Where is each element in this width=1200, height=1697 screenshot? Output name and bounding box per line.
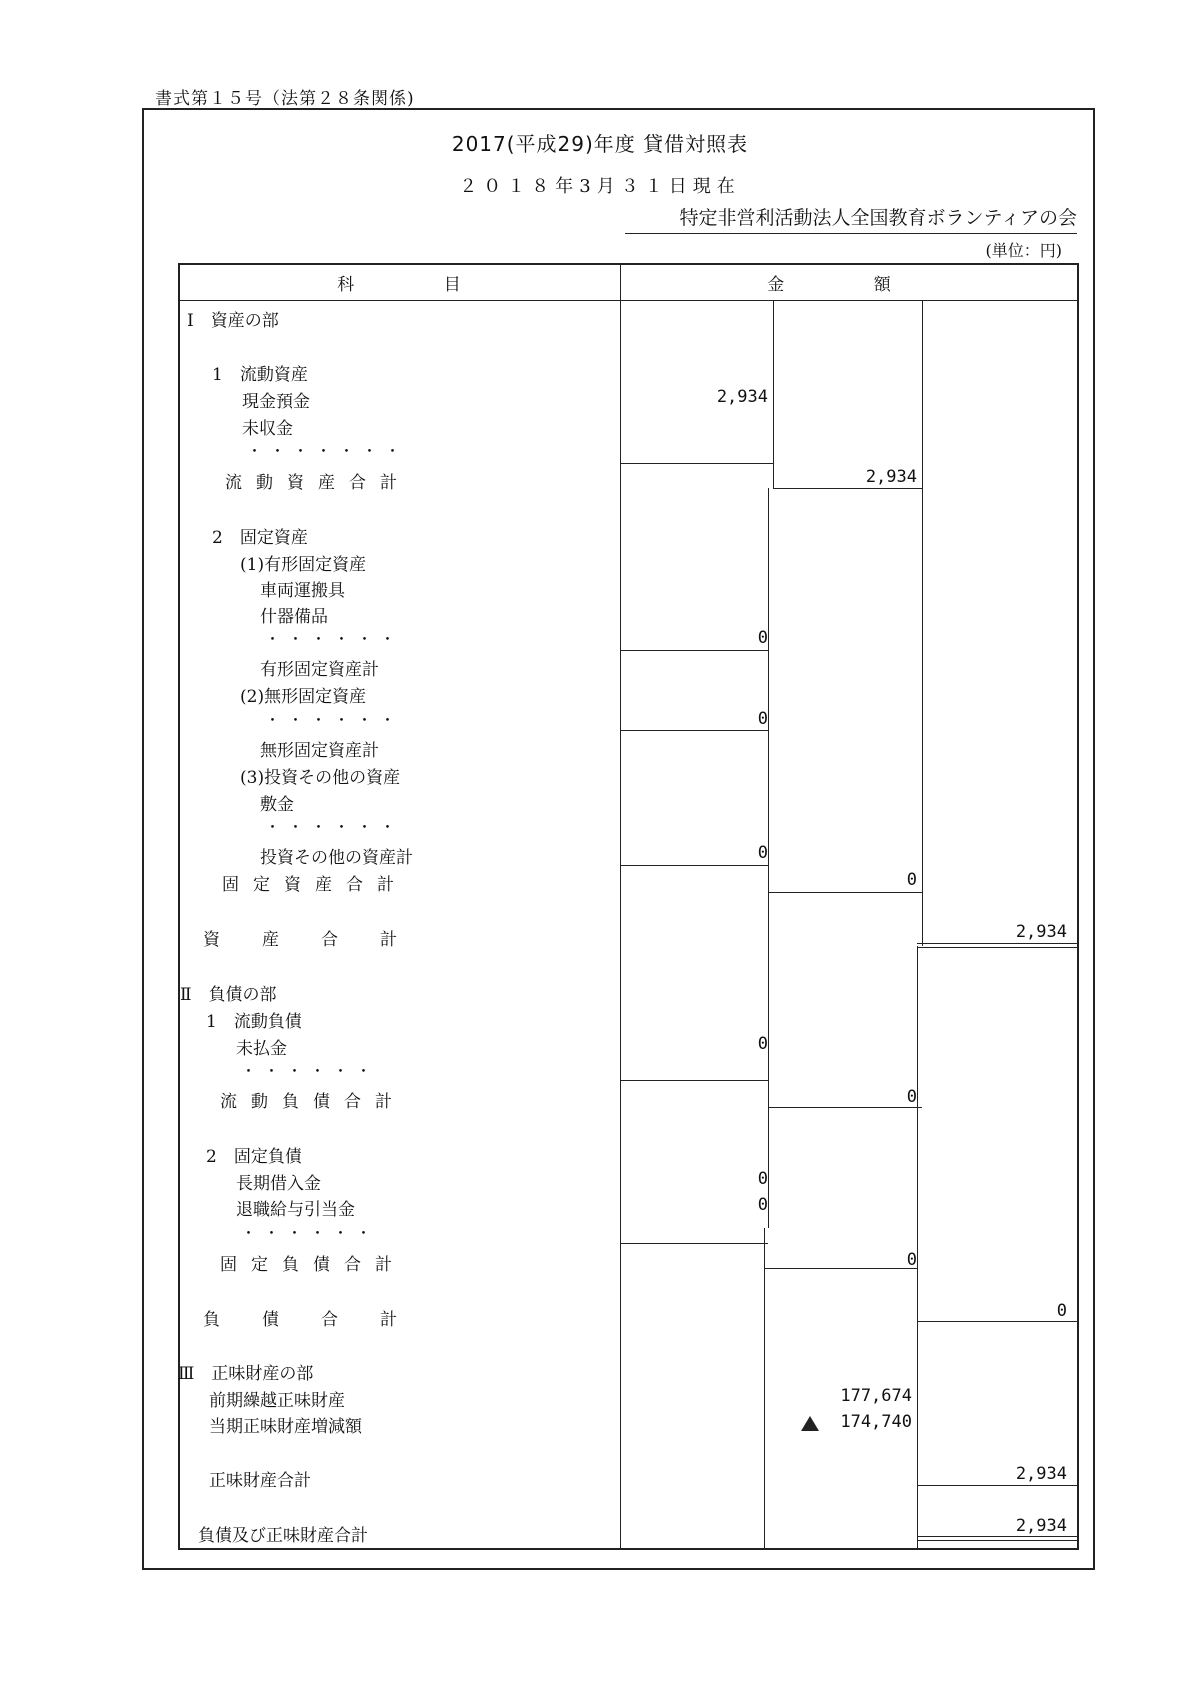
rule-tangible [620, 650, 768, 651]
current-liabilities-heading: 1 流動負債 [206, 1012, 302, 1032]
tangible-dots: ・・・・・・ [265, 630, 404, 648]
page-title: 2017(平成29)年度 貸借対照表 [451, 132, 749, 156]
tangible-total-label: 有形固定資産計 [260, 660, 379, 680]
current-liabilities-dots: ・・・・・・ [241, 1062, 380, 1080]
intangible-value: 0 [757, 709, 768, 729]
liabilities-total-label: 負債合計 [203, 1310, 439, 1330]
current-assets-total-value: 2,934 [865, 467, 917, 487]
change-net-assets-label: 当期正味財産増減額 [209, 1417, 362, 1437]
section-liabilities: Ⅱ 負債の部 [180, 985, 277, 1005]
intangible-heading: (2)無形固定資産 [240, 687, 367, 707]
investment-total-label: 投資その他の資産計 [260, 848, 413, 868]
organization-name: 特定非営利活動法人全国教育ボランティアの会 [625, 203, 1077, 234]
current-assets-total-label: 流動資産合計 [225, 473, 411, 493]
fixed-liabilities-dots: ・・・・・・ [241, 1224, 380, 1242]
change-net-assets-value: 174,740 [840, 1412, 912, 1432]
rule-current-liabilities [620, 1080, 768, 1081]
column-divider-3a [922, 300, 923, 946]
long-term-loans-label: 長期借入金 [236, 1174, 321, 1194]
header-amount: 金 額 [767, 275, 933, 295]
rule-investment [620, 865, 768, 866]
header-divider [178, 300, 1079, 301]
column-divider-2a [773, 300, 774, 488]
as-of-date: ２０１８年3月３１日現在 [459, 176, 741, 197]
vehicles-label: 車両運搬具 [260, 581, 345, 601]
long-term-loans-value: 0 [757, 1169, 768, 1189]
section-assets: Ⅰ 資産の部 [187, 311, 279, 331]
receivable-label: 未収金 [242, 419, 293, 439]
rule-current-assets [620, 463, 773, 464]
investment-dots: ・・・・・・ [265, 818, 404, 836]
rule-fixed-liabilities [620, 1243, 768, 1244]
tangible-heading: (1)有形固定資産 [240, 555, 367, 575]
current-liabilities-total-label: 流動負債合計 [220, 1092, 406, 1112]
rule-current-assets-total [773, 488, 922, 489]
payable-label: 未払金 [236, 1039, 287, 1059]
net-assets-total-value: 2,934 [1015, 1464, 1067, 1484]
unit-label: (単位：円) [985, 241, 1062, 260]
cash-label: 現金預金 [242, 392, 310, 412]
prior-net-assets-value: 177,674 [840, 1386, 912, 1406]
fixed-assets-total-label: 固定資産合計 [222, 875, 408, 895]
fixed-liabilities-total-label: 固定負債合計 [220, 1255, 406, 1275]
fixed-liabilities-total-value: 0 [906, 1250, 917, 1270]
rule-assets-total-2 [917, 947, 1079, 948]
section-net-assets: Ⅲ 正味財産の部 [178, 1364, 314, 1384]
cash-value: 2,934 [716, 387, 768, 407]
current-assets-heading: 1 流動資産 [212, 365, 308, 385]
fixed-assets-total-value: 0 [906, 870, 917, 890]
header-subject: 科 目 [337, 275, 503, 295]
payable-value: 0 [757, 1034, 768, 1054]
assets-total-label: 資産合計 [203, 930, 439, 950]
rule-intangible [620, 730, 768, 731]
tangible-value: 0 [757, 628, 768, 648]
net-assets-total-label: 正味財産合計 [209, 1471, 311, 1491]
grand-total-label: 負債及び正味財産合計 [198, 1526, 368, 1546]
column-divider-1 [620, 263, 621, 1550]
liabilities-total-value: 0 [1056, 1301, 1067, 1321]
fixed-liabilities-heading: 2 固定負債 [206, 1147, 302, 1167]
investment-heading: (3)投資その他の資産 [240, 768, 401, 788]
form-number: 書式第１５号（法第２８条関係) [155, 89, 415, 109]
column-divider-3b [917, 946, 918, 1550]
current-assets-dots: ・・・・・・・ [247, 442, 409, 460]
fixtures-label: 什器備品 [260, 607, 328, 627]
investment-value: 0 [757, 843, 768, 863]
assets-total-value: 2,934 [1015, 922, 1067, 942]
grand-total-value: 2,934 [1015, 1516, 1067, 1536]
deposit-label: 敷金 [260, 795, 294, 815]
intangible-dots: ・・・・・・ [265, 711, 404, 729]
rule-grand-total-2 [917, 1540, 1079, 1541]
fixed-assets-heading: 2 固定資産 [212, 528, 308, 548]
retirement-value: 0 [757, 1195, 768, 1215]
rule-net-assets-total [917, 1485, 1079, 1486]
intangible-total-label: 無形固定資産計 [260, 741, 379, 761]
rule-assets-total-1 [917, 943, 1079, 944]
column-divider-2b [768, 488, 769, 1228]
current-liabilities-total-value: 0 [906, 1087, 917, 1107]
rule-current-liabilities-total [768, 1107, 922, 1108]
rule-fixed-assets-total [768, 892, 922, 893]
retirement-label: 退職給与引当金 [236, 1200, 355, 1220]
rule-grand-total-1 [917, 1536, 1079, 1537]
rule-liabilities-total [917, 1321, 1079, 1322]
prior-net-assets-label: 前期繰越正味財産 [209, 1391, 345, 1411]
